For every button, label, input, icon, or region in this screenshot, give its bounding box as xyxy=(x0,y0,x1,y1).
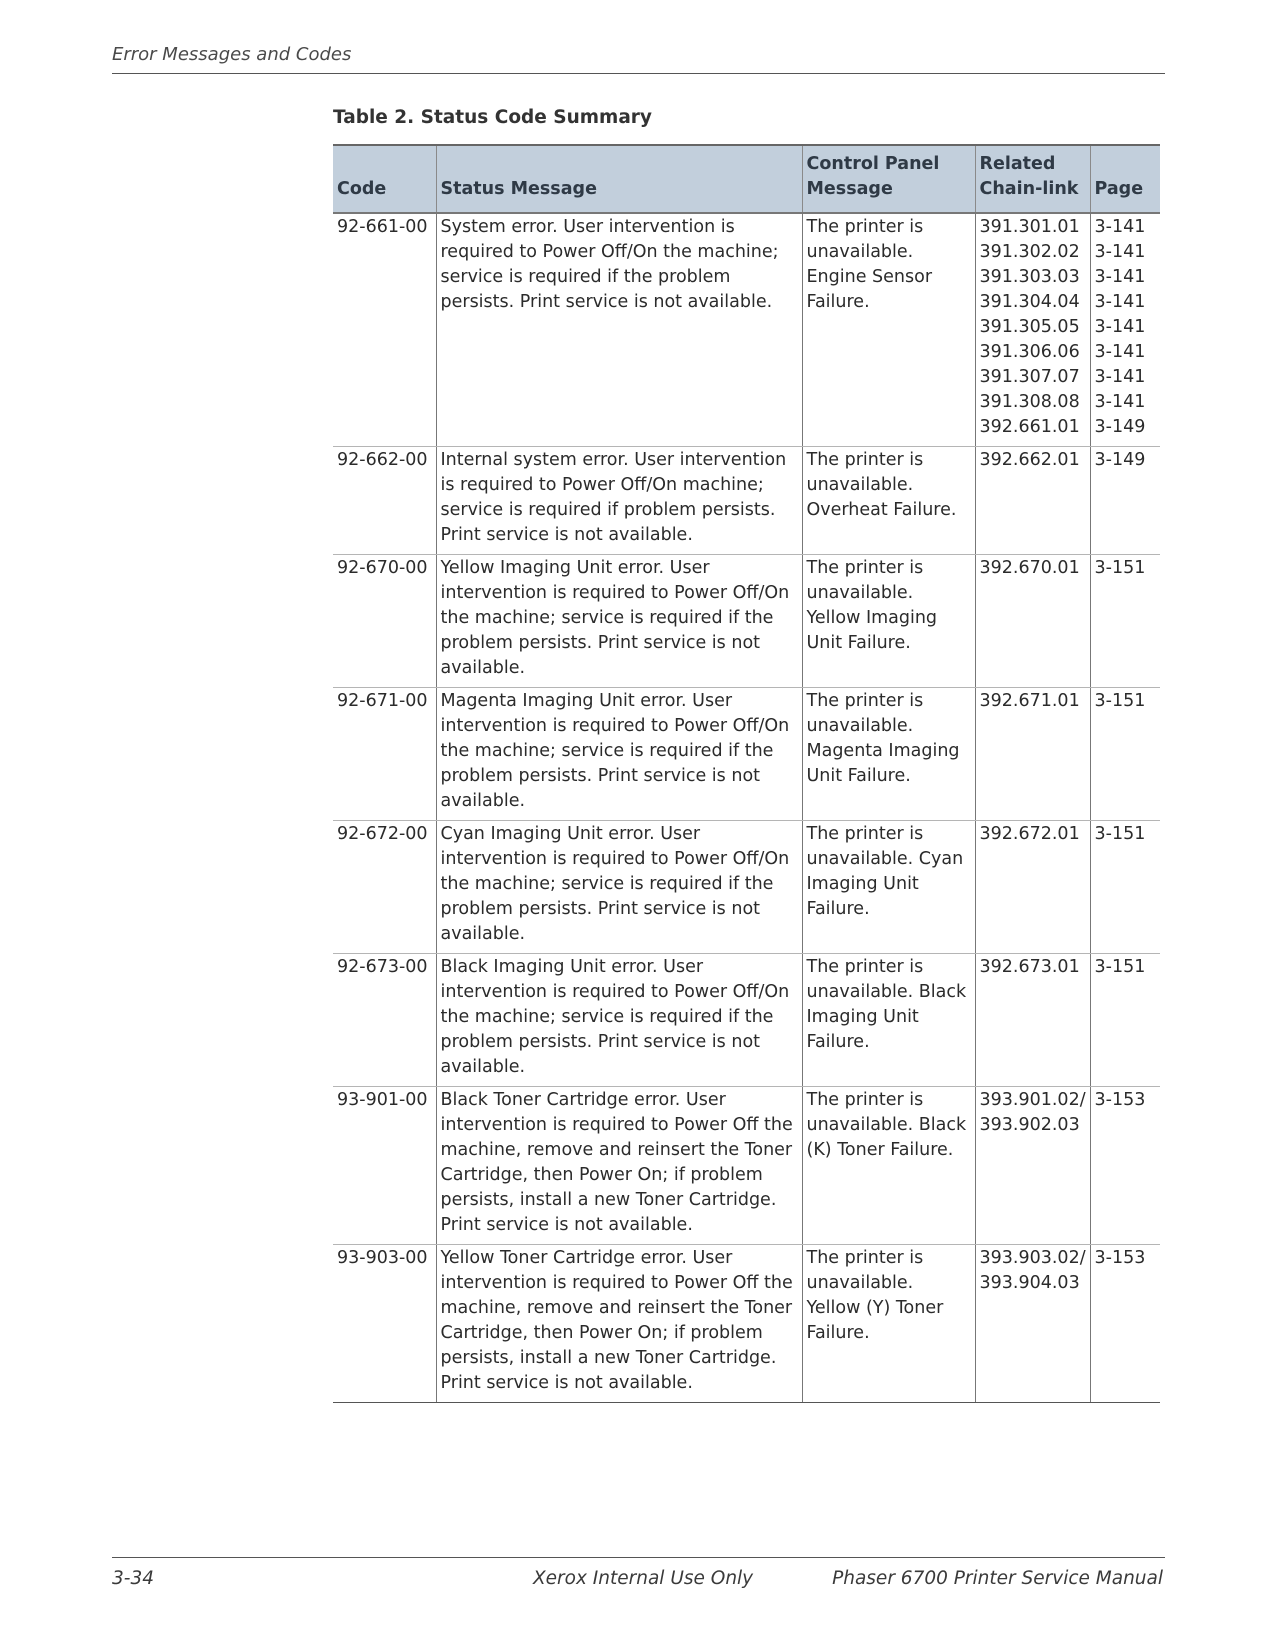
page-value: 3-141 xyxy=(1094,317,1146,337)
footer-manual-title: Phaser 6700 Printer Service Manual xyxy=(832,1568,1163,1589)
table-caption: Table 2. Status Code Summary xyxy=(333,107,652,128)
cell-control-panel-message: The printer is unavailable. Yellow Imaging Unit Failure. xyxy=(802,555,975,688)
table-row xyxy=(333,821,1160,954)
cell-control-panel-message: The printer is unavailable. Overheat Failure. xyxy=(802,447,975,555)
chain-link-value: 392.672.01 xyxy=(979,824,1080,844)
cell-control-panel-message: The printer is unavailable. Yellow (Y) Toner Failure. xyxy=(802,1245,975,1403)
cell-page xyxy=(1090,1087,1160,1245)
cell-code: 92-671-00 xyxy=(333,688,436,821)
column-header-code: Code xyxy=(333,145,436,213)
chain-link-value: 391.307.07 xyxy=(979,367,1080,387)
cell-code: 92-661-00 xyxy=(333,213,436,447)
chain-link-value: 392.673.01 xyxy=(979,957,1080,977)
page-value: 3-141 xyxy=(1094,392,1146,412)
table-row xyxy=(333,954,1160,1087)
cell-status-message: Yellow Imaging Unit error. User intervention is required to Power Off/On the machine; service is required if the problem persists. Print service is not available. xyxy=(436,555,802,688)
column-header-control-panel-message: Control Panel Message xyxy=(802,145,975,213)
footer-notice: Xerox Internal Use Only xyxy=(533,1568,754,1589)
cell-related-chain-link xyxy=(975,688,1090,821)
page-value: 3-141 xyxy=(1094,342,1146,362)
page-value: 3-141 xyxy=(1094,242,1146,262)
page-value: 3-149 xyxy=(1094,450,1146,470)
table-row xyxy=(333,213,1160,447)
chain-link-value: 392.671.01 xyxy=(979,691,1080,711)
chain-link-value: 391.306.06 xyxy=(979,342,1080,362)
cell-page xyxy=(1090,821,1160,954)
cell-page xyxy=(1090,954,1160,1087)
page-value: 3-141 xyxy=(1094,367,1146,387)
chain-link-value: 393.904.03 xyxy=(979,1273,1080,1293)
cell-status-message: System error. User intervention is required to Power Off/On the machine; service is required if the problem persists. Print service is not available. xyxy=(436,213,802,447)
page-value: 3-151 xyxy=(1094,824,1146,844)
cell-control-panel-message: The printer is unavailable. Magenta Imaging Unit Failure. xyxy=(802,688,975,821)
cell-control-panel-message: The printer is unavailable. Engine Sensor Failure. xyxy=(802,213,975,447)
page-value: 3-141 xyxy=(1094,267,1146,287)
page-value: 3-151 xyxy=(1094,558,1146,578)
cell-page xyxy=(1090,1245,1160,1403)
cell-status-message: Internal system error. User intervention is required to Power Off/On machine; service is required if problem persists. Print service is not available. xyxy=(436,447,802,555)
cell-status-message: Cyan Imaging Unit error. User intervention is required to Power Off/On the machine; service is required if the problem persists. Print service is not available. xyxy=(436,821,802,954)
table-row xyxy=(333,1245,1160,1403)
cell-page xyxy=(1090,213,1160,447)
chain-link-value: 391.308.08 xyxy=(979,392,1080,412)
cell-related-chain-link xyxy=(975,447,1090,555)
header-rule xyxy=(112,73,1165,74)
footer-page-number: 3-34 xyxy=(112,1568,154,1589)
chain-link-value: 391.304.04 xyxy=(979,292,1080,312)
column-header-page: Page xyxy=(1090,145,1160,213)
cell-related-chain-link xyxy=(975,213,1090,447)
page-value: 3-141 xyxy=(1094,292,1146,312)
page-value: 3-141 xyxy=(1094,217,1146,237)
cell-page xyxy=(1090,555,1160,688)
chain-link-value: 391.305.05 xyxy=(979,317,1080,337)
column-header-status-message: Status Message xyxy=(436,145,802,213)
chain-link-value: 391.303.03 xyxy=(979,267,1080,287)
chain-link-value: 392.662.01 xyxy=(979,450,1080,470)
chain-link-value: 391.301.01 xyxy=(979,217,1080,237)
status-code-table xyxy=(333,144,1160,1403)
cell-control-panel-message: The printer is unavailable. Black Imaging Unit Failure. xyxy=(802,954,975,1087)
cell-status-message: Black Imaging Unit error. User intervention is required to Power Off/On the machine; service is required if the problem persists. Print service is not available. xyxy=(436,954,802,1087)
running-header: Error Messages and Codes xyxy=(112,44,352,65)
page-value: 3-153 xyxy=(1094,1090,1146,1110)
cell-related-chain-link xyxy=(975,954,1090,1087)
cell-status-message: Black Toner Cartridge error. User intervention is required to Power Off the machine, remove and reinsert the Toner Cartridge, then Power On; if problem persists, install a new Toner Cartridge. Print service is not available. xyxy=(436,1087,802,1245)
chain-link-value: 392.661.01 xyxy=(979,417,1080,437)
cell-related-chain-link xyxy=(975,821,1090,954)
cell-code: 92-662-00 xyxy=(333,447,436,555)
cell-page xyxy=(1090,688,1160,821)
page-value: 3-151 xyxy=(1094,691,1146,711)
cell-status-message: Yellow Toner Cartridge error. User intervention is required to Power Off the machine, remove and reinsert the Toner Cartridge, then Power On; if problem persists, install a new Toner Cartridge. Print service is not available. xyxy=(436,1245,802,1403)
page-value: 3-149 xyxy=(1094,417,1146,437)
cell-related-chain-link xyxy=(975,555,1090,688)
table-row xyxy=(333,1087,1160,1245)
cell-code: 93-901-00 xyxy=(333,1087,436,1245)
cell-code: 92-673-00 xyxy=(333,954,436,1087)
chain-link-value: 391.302.02 xyxy=(979,242,1080,262)
cell-page xyxy=(1090,447,1160,555)
chain-link-value: 393.903.02/ xyxy=(979,1248,1086,1268)
table-header-row xyxy=(333,145,1160,213)
cell-control-panel-message: The printer is unavailable. Black (K) Toner Failure. xyxy=(802,1087,975,1245)
chain-link-value: 393.902.03 xyxy=(979,1115,1080,1135)
cell-code: 93-903-00 xyxy=(333,1245,436,1403)
table-row xyxy=(333,555,1160,688)
page-value: 3-153 xyxy=(1094,1248,1146,1268)
chain-link-value: 393.901.02/ xyxy=(979,1090,1086,1110)
table-row xyxy=(333,447,1160,555)
column-header-related-chain-link: Related Chain-link xyxy=(975,145,1090,213)
cell-control-panel-message: The printer is unavailable. Cyan Imaging Unit Failure. xyxy=(802,821,975,954)
page-value: 3-151 xyxy=(1094,957,1146,977)
chain-link-value: 392.670.01 xyxy=(979,558,1080,578)
footer-rule xyxy=(112,1557,1165,1558)
cell-related-chain-link xyxy=(975,1245,1090,1403)
cell-related-chain-link xyxy=(975,1087,1090,1245)
cell-code: 92-672-00 xyxy=(333,821,436,954)
table-row xyxy=(333,688,1160,821)
table-body xyxy=(333,213,1160,1403)
cell-code: 92-670-00 xyxy=(333,555,436,688)
cell-status-message: Magenta Imaging Unit error. User intervention is required to Power Off/On the machine; service is required if the problem persists. Print service is not available. xyxy=(436,688,802,821)
